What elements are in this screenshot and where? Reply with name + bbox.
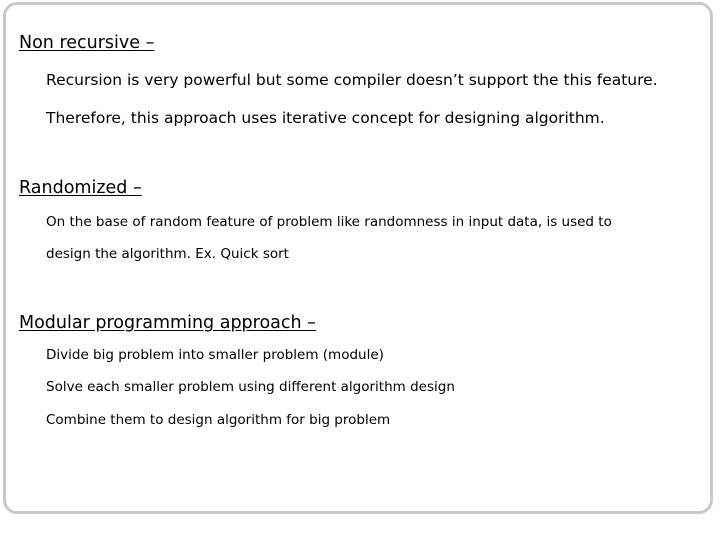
modular-line-1: Divide big problem into smaller problem (module) <box>46 347 384 363</box>
modular-line-2: Solve each smaller problem using different algorithm design <box>46 379 455 395</box>
non-recursive-line-2: Therefore, this approach uses iterative concept for designing algorithm. <box>46 109 605 127</box>
modular-line-3: Combine them to design algorithm for big problem <box>46 412 391 428</box>
non-recursive-line-1: Recursion is very powerful but some compiler doesn’t support the this feature. <box>46 71 658 89</box>
randomized-line-2: design the algorithm. Ex. Quick sort <box>46 246 289 262</box>
modular-heading: Modular programming approach – <box>19 313 316 333</box>
randomized-line-1: On the base of random feature of problem like randomness in input data, is used to <box>46 214 612 230</box>
non-recursive-heading: Non recursive – <box>19 33 155 53</box>
randomized-heading: Randomized – <box>19 178 142 198</box>
